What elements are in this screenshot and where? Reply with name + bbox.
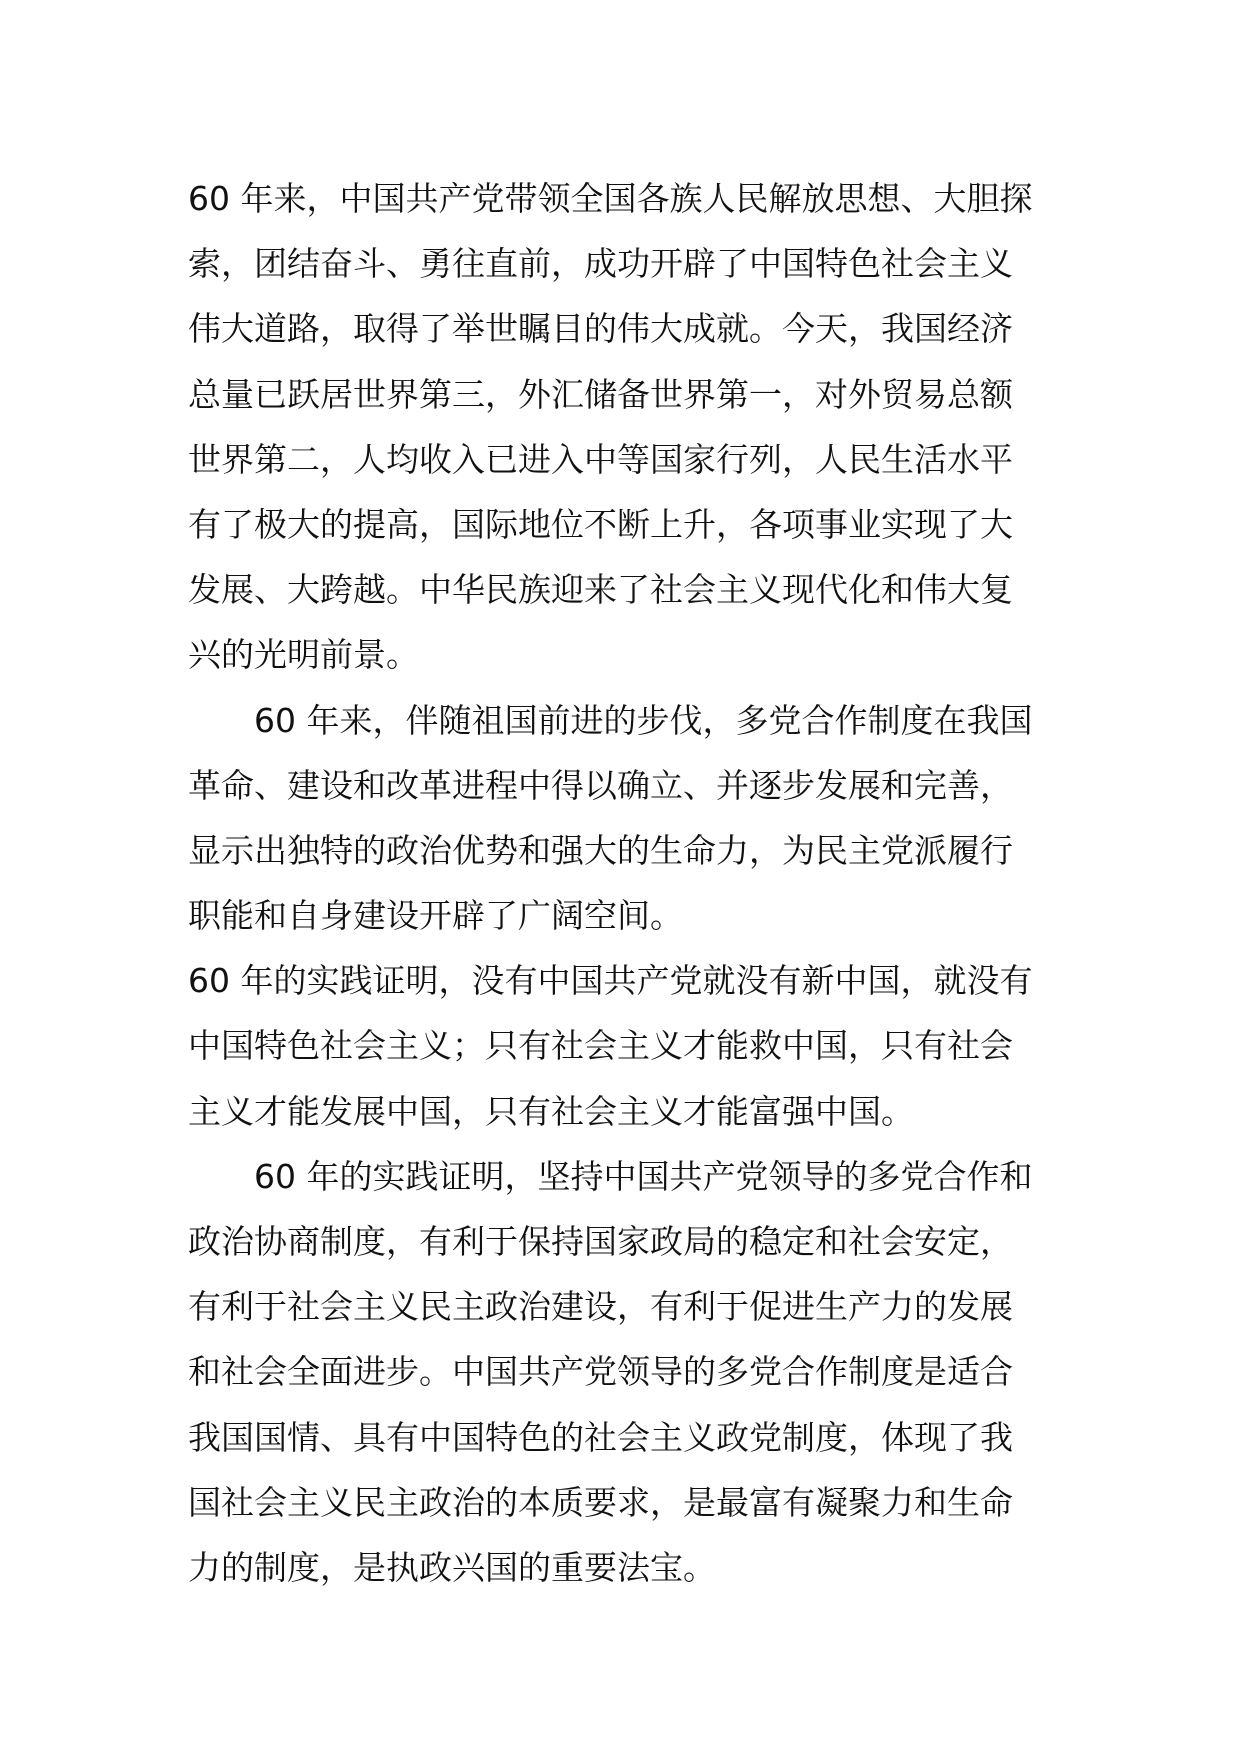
paragraph-line: 索，团结奋斗、勇往直前，成功开辟了中国特色社会主义 (188, 244, 1013, 284)
paragraph-line: 60 年来，伴随祖国前进的步伐，多党合作制度在我国 (254, 700, 1033, 740)
paragraph-line: 我国国情、具有中国特色的社会主义政党制度，体现了我 (188, 1417, 1013, 1457)
paragraph-line: 有利于社会主义民主政治建设，有利于促进生产力的发展 (188, 1287, 1013, 1327)
paragraph-2 (188, 688, 1054, 949)
paragraph-line: 伟大道路，取得了举世瞩目的伟大成就。今天，我国经济 (188, 309, 1013, 349)
paragraph-line: 总量已跃居世界第三，外汇储备世界第一，对外贸易总额 (188, 374, 1013, 414)
paragraph-line: 60 年来，中国共产党带领全国各族人民解放思想、大胆探 (188, 179, 1033, 218)
paragraph-line: 60 年的实践证明，没有中国共产党就没有新中国，就没有 (188, 961, 1033, 1001)
paragraph-line: 国社会主义民主政治的本质要求，是最富有凝聚力和生命 (188, 1482, 1013, 1522)
paragraph-line: 发展、大跨越。中华民族迎来了社会主义现代化和伟大复 (188, 570, 1013, 610)
paragraph-line: 革命、建设和改革进程中得以确立、并逐步发展和完善， (188, 765, 1013, 805)
paragraph-line: 世界第二，人均收入已进入中等国家行列，人民生活水平 (188, 439, 1013, 479)
paragraph-line: 兴的光明前景。 (188, 635, 419, 675)
paragraph-line: 60 年的实践证明，坚持中国共产党领导的多党合作和 (254, 1156, 1033, 1196)
paragraph-line: 力的制度，是执政兴国的重要法宝。 (188, 1547, 716, 1587)
paragraph-line: 显示出独特的政治优势和强大的生命力，为民主党派履行 (188, 830, 1013, 870)
paragraph-1 (188, 166, 1054, 688)
paragraph-line: 主义才能发展中国，只有社会主义才能富强中国。 (188, 1091, 914, 1131)
paragraph-line: 和社会全面进步。中国共产党领导的多党合作制度是适合 (188, 1352, 1013, 1392)
paragraph-line: 政治协商制度，有利于保持国家政局的稳定和社会安定， (188, 1222, 1013, 1261)
paragraph-line: 有了极大的提高，国际地位不断上升，各项事业实现了大 (188, 504, 1013, 544)
document-body (188, 166, 1054, 1600)
paragraph-4 (188, 1144, 1054, 1600)
paragraph-line: 中国特色社会主义；只有社会主义才能救中国，只有社会 (188, 1026, 1013, 1066)
paragraph-line: 职能和自身建设开辟了广阔空间。 (188, 896, 683, 936)
paragraph-3 (188, 948, 1054, 1144)
